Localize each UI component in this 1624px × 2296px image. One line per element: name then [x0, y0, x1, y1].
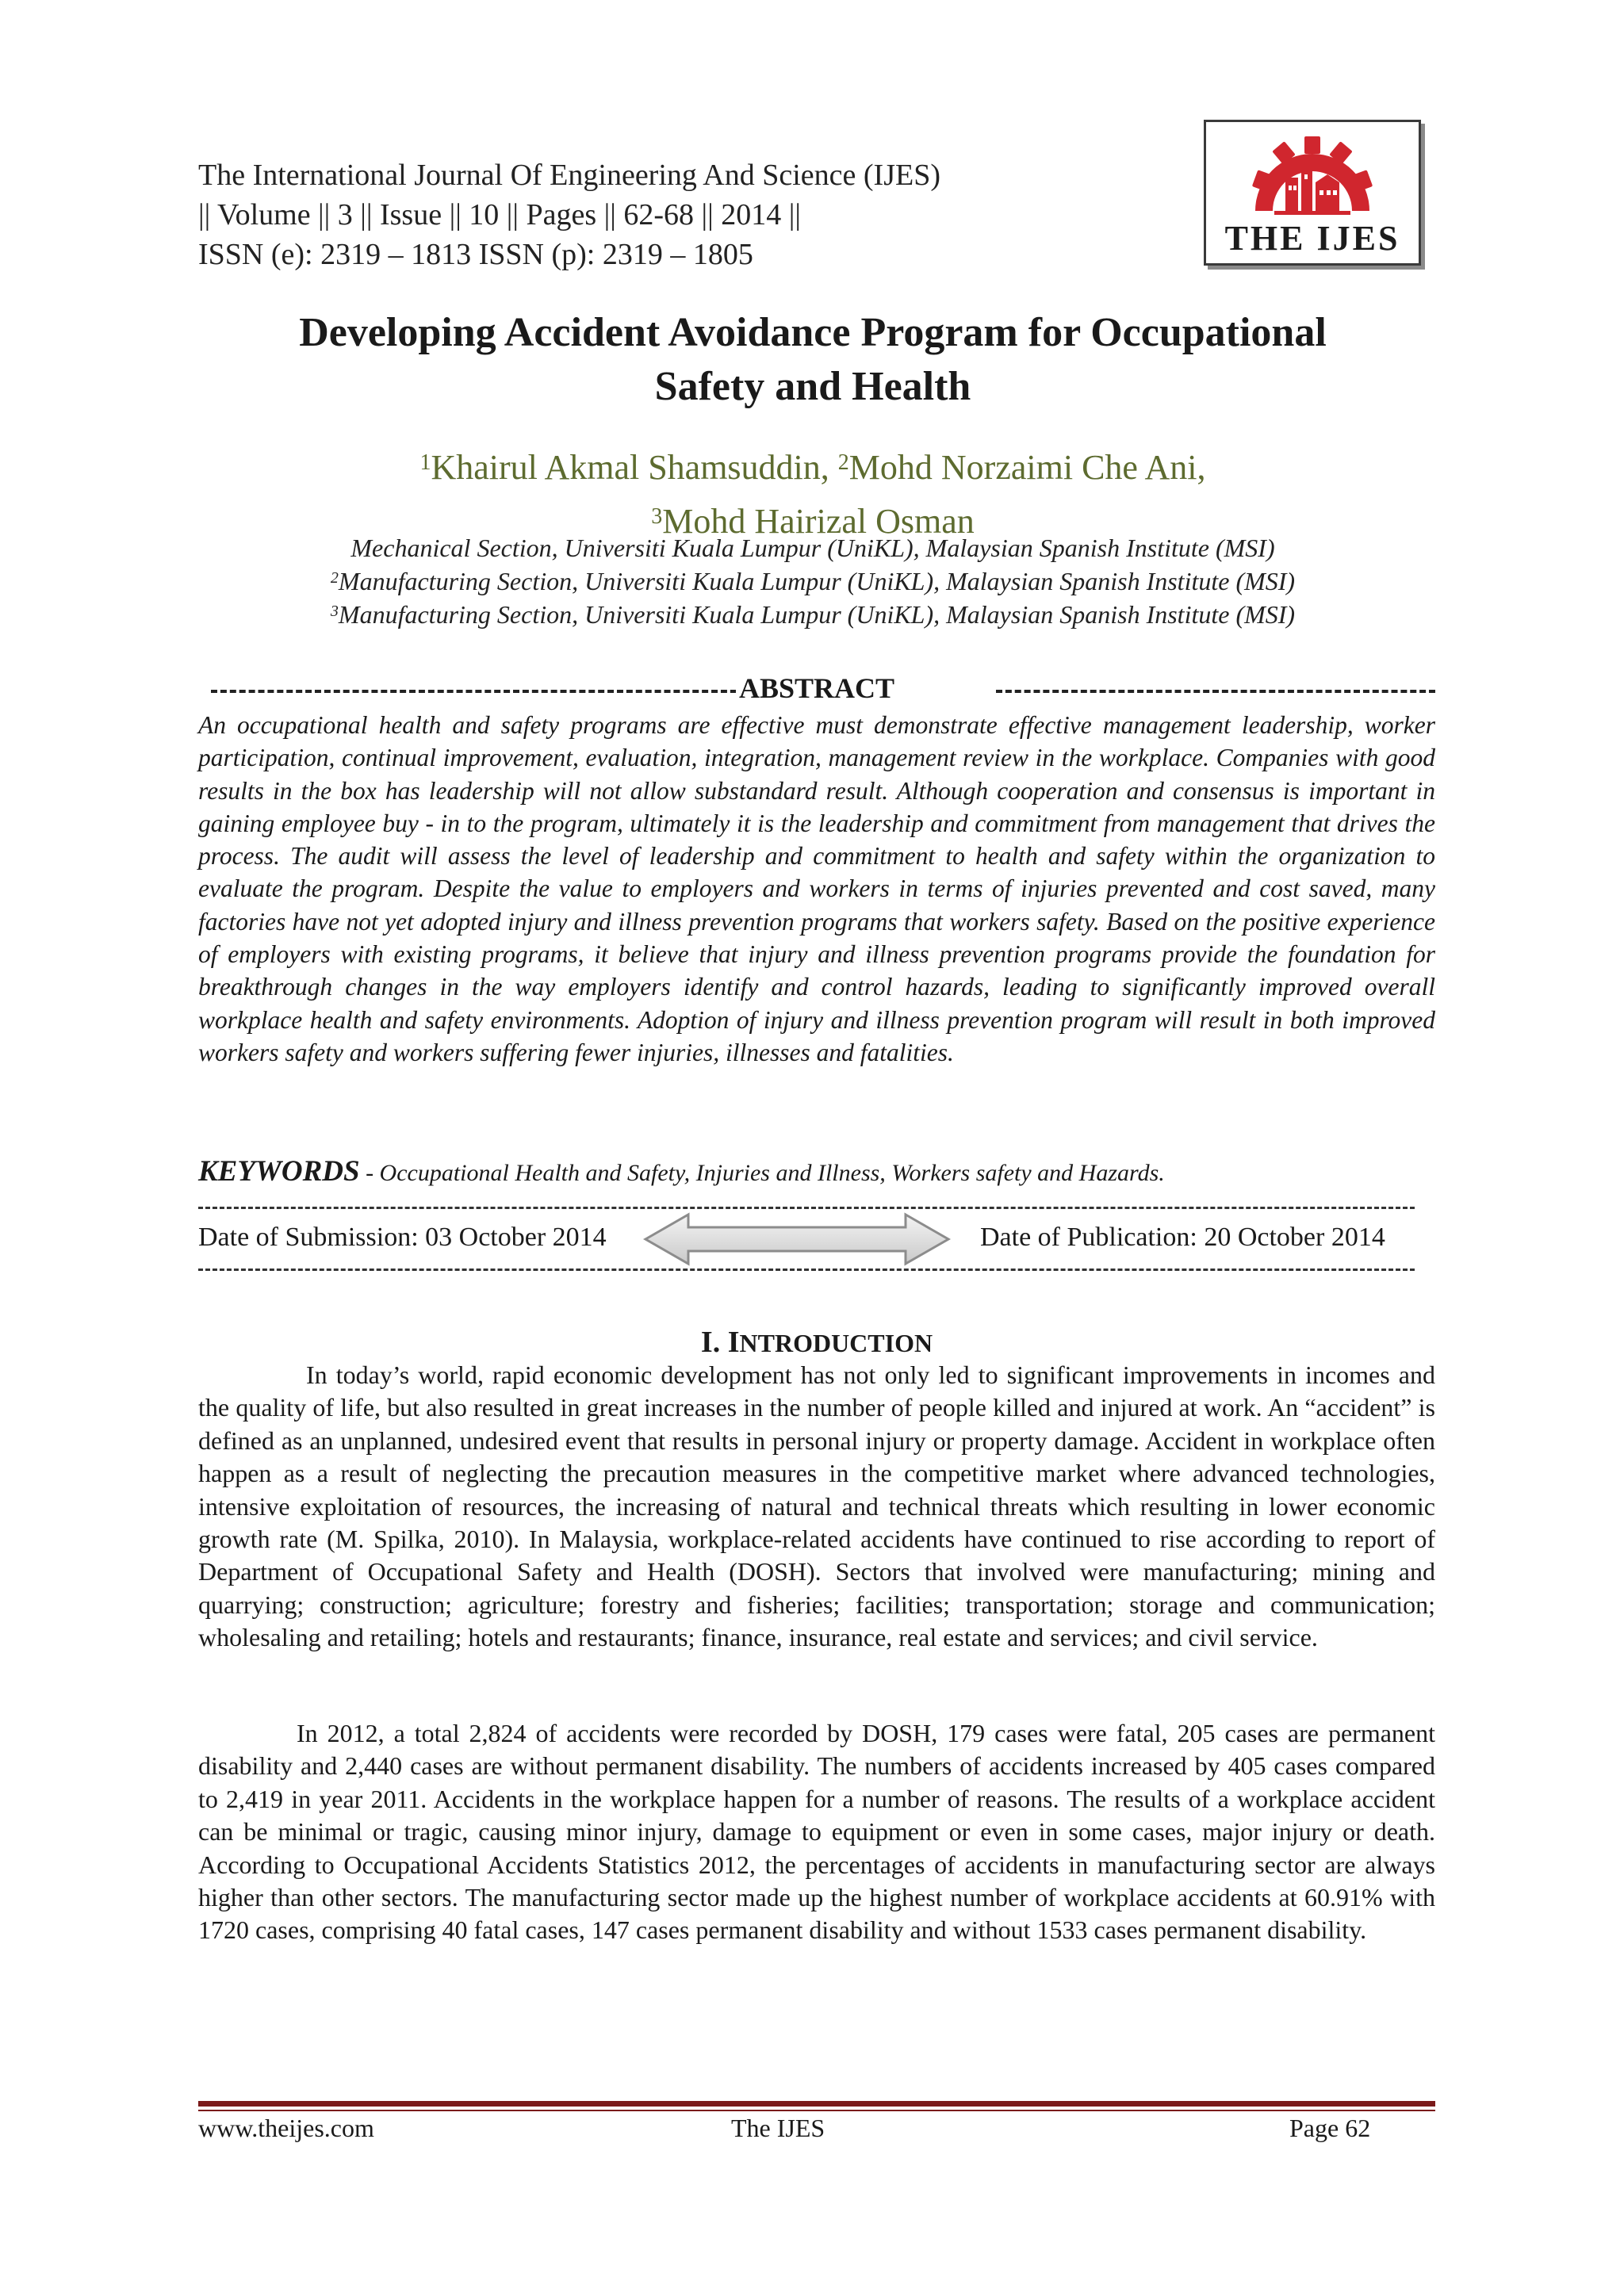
- author-2-name: Mohd Norzaimi Che Ani,: [848, 448, 1206, 487]
- submission-date: Date of Submission: 03 October 2014: [198, 1223, 607, 1252]
- footer-website-link[interactable]: www.theijes.com: [198, 2114, 374, 2142]
- affiliations: [198, 531, 1427, 631]
- title-line-1: Developing Accident Avoidance Program for Occupational: [299, 310, 1327, 355]
- paragraph-1: In today’s world, rapid economic development has not only led to significant improvements in incomes and the quality of life, but also resulted in great increases in the number of people killed and injured at work. An “accident” is defined as an unplanned, undesired event that results in personal injury or property damage. Accident in workplace often happen as a result of neglecting the precaution measures in the competitive market where advanced technologies, intensive exploitation of resources, the increasing of natural and technical threats which resulting in lower economic growth rate (M. Spilka, 2010). In Malaysia, workplace-related accidents have continued to rise according to report of Department of Occupational Safety and Health (DOSH). Sectors that involved were manufacturing; mining and quarrying; construction; agriculture; forestry and fisheries; facilities; transportation; storage and communication; wholesaling and retailing; hotels and restaurants; finance, insurance, real estate and services; and civil service.: [198, 1360, 1435, 1652]
- section-first-letter: I: [727, 1326, 740, 1359]
- journal-name: The International Journal Of Engineering And Science (IJES): [198, 159, 940, 192]
- affiliation-3-number: 3: [330, 603, 339, 620]
- section-number: I.: [700, 1326, 728, 1359]
- keywords-label: KEYWORDS: [198, 1155, 360, 1188]
- title-line-2: Safety and Health: [654, 364, 971, 409]
- affiliation-3: Manufacturing Section, Universiti Kuala Lumpur (UniKL), Malaysian Spanish Institute (MSI): [338, 600, 1296, 629]
- logo-text: THE IJES: [1224, 219, 1400, 258]
- affiliation-2-number: 2: [330, 569, 339, 587]
- journal-logo: [1204, 120, 1421, 266]
- abstract-heading: [198, 671, 1435, 706]
- affiliation-2: Manufacturing Section, Universiti Kuala Lumpur (UniKL), Malaysian Spanish Institute (MSI): [338, 567, 1296, 595]
- author-3-name: Mohd Hairizal Osman: [662, 502, 975, 541]
- keywords-text: - Occupational Health and Safety, Injuries and Illness, Workers safety and Hazards.: [359, 1160, 1165, 1186]
- journal-header: [198, 155, 1150, 274]
- paragraph-2: In 2012, a total 2,824 of accidents were recorded by DOSH, 179 cases were fatal, 205 cases are permanent disability and 2,440 cases are without permanent disability. The numbers of accidents increased by 405 cases compared to 2,419 in year 2011. Accidents in the workplace happen for a number of reasons. The results of a workplace accident can be minimal or tragic, causing minor injury, damage to equipment or even in some cases, major injury or death. According to Occupational Accidents Statistics 2012, the percentages of accidents in manufacturing sector are always higher than other sectors. The manufacturing sector made up the highest number of workplace accidents at 60.91% with 1720 cases, comprising 40 fatal cases, 147 cases permanent disability and without 1533 cases permanent disability.: [198, 1719, 1435, 1945]
- footer-rule-thick: [198, 2101, 1435, 2107]
- author-3-number: 3: [651, 504, 663, 529]
- journal-issn: ISSN (e): 2319 – 1813 ISSN (p): 2319 – 1805: [198, 238, 753, 271]
- section-title-rest: NTRODUCTION: [739, 1329, 933, 1357]
- journal-volume-info: || Volume || 3 || Issue || 10 || Pages || 62-68 || 2014 ||: [198, 198, 801, 232]
- paper-title: [198, 306, 1427, 414]
- abstract-text: An occupational health and safety programs are effective must demonstrate effective management leadership, worker participation, continual improvement, evaluation, integration, management review in the workplace. Companies with good results in the box has leadership will not allow substandard result. Although cooperation and consensus is important in gaining employee buy - in to the program, ultimately it is the leadership and commitment from management that drives the process. The audit will assess the level of leadership and commitment to health and safety within the organization to evaluate the program. Despite the value to employers and workers in terms of injuries prevented and cost saved, many factories have not yet adopted injury and illness prevention programs that workers safety. Based on the positive experience of employers with existing programs, it believe that injury and illness prevention programs provide the foundation for breakthrough changes in the way employers identify and control hazards, leading to significantly improved overall workplace health and safety environments. Adoption of injury and illness prevention program will result in both improved workers safety and workers suffering fewer injuries, illnesses and fatalities.: [198, 711, 1435, 1066]
- author-1-name: Khairul Akmal Shamsuddin,: [431, 448, 838, 487]
- footer-journal: The IJES: [731, 2114, 825, 2142]
- divider-top: [198, 1207, 1415, 1209]
- abstract-label: ABSTRACT: [736, 672, 898, 704]
- section-heading: [198, 1322, 1435, 1363]
- author-1-number: 1: [419, 450, 431, 475]
- double-arrow-icon: [642, 1211, 952, 1267]
- affiliation-1: Mechanical Section, Universiti Kuala Lumpur (UniKL), Malaysian Spanish Institute (MSI): [350, 534, 1275, 562]
- divider-bottom: [198, 1269, 1415, 1271]
- publication-date: Date of Publication: 20 October 2014: [980, 1223, 1385, 1252]
- author-2-number: 2: [837, 450, 849, 475]
- footer-page-number: Page 62: [1289, 2114, 1371, 2142]
- keywords: [198, 1154, 1435, 1191]
